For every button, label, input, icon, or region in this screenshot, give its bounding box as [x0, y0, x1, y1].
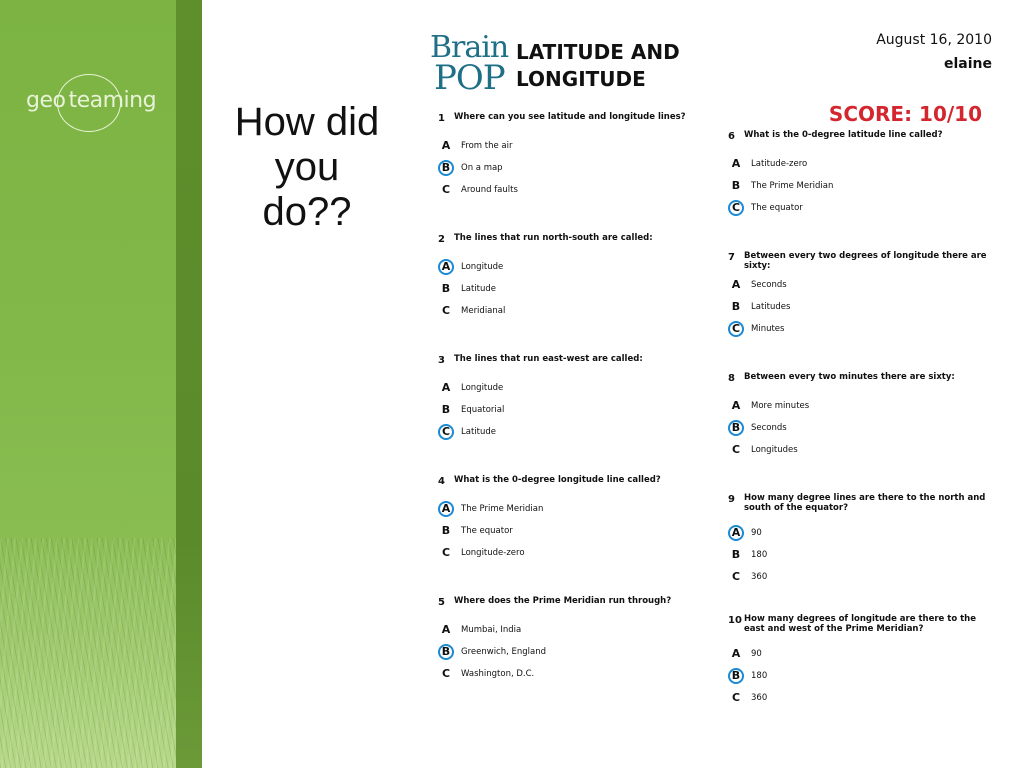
quiz-score: SCORE: 10/10	[828, 102, 982, 126]
answer-text: Longitudes	[751, 445, 798, 455]
selected-answer-letter: A	[728, 525, 744, 541]
answer-text: Seconds	[751, 423, 787, 433]
answer-letter: A	[731, 399, 741, 412]
answer-option-a	[438, 257, 698, 279]
dark-green-stripe	[176, 0, 202, 768]
answer-text: The equator	[461, 526, 513, 536]
brand-line-2: POP	[434, 58, 505, 98]
answer-text: 90	[751, 649, 762, 659]
slide-heading	[214, 100, 400, 235]
question-9	[728, 493, 988, 589]
brand-line-1: Brain	[430, 30, 509, 65]
question-number: 4	[438, 476, 445, 487]
question-header	[728, 493, 988, 523]
answer-letter: B	[731, 548, 741, 561]
question-text: Between every two minutes there are sixty:	[744, 372, 955, 382]
answer-option-c	[438, 301, 698, 323]
question-number: 9	[728, 494, 735, 505]
answer-letter: A	[731, 647, 741, 660]
selected-answer-letter: B	[438, 160, 454, 176]
answer-option-a	[438, 499, 698, 521]
question-header	[438, 112, 698, 136]
answer-text: Longitude-zero	[461, 548, 525, 558]
title-line-1: LATITUDE AND	[516, 40, 680, 64]
answer-letter: C	[441, 183, 451, 196]
selected-answer-letter: A	[438, 259, 454, 275]
answer-option-b	[438, 521, 698, 543]
question-header	[728, 614, 988, 644]
answer-option-c	[728, 440, 988, 462]
answer-option-b	[438, 400, 698, 422]
answer-option-a	[728, 154, 988, 176]
question-header	[728, 251, 988, 275]
question-text: Where can you see latitude and longitude lines?	[454, 112, 686, 122]
question-number: 2	[438, 234, 445, 245]
selected-answer-letter: B	[728, 420, 744, 436]
answer-text: Longitude	[461, 262, 504, 272]
answer-option-a	[438, 136, 698, 158]
answer-text: More minutes	[751, 401, 810, 411]
answer-option-b	[728, 666, 988, 688]
selected-answer-letter: A	[438, 501, 454, 517]
answer-option-c	[728, 198, 988, 220]
answer-text: 360	[751, 572, 768, 582]
answer-option-b	[728, 545, 988, 567]
answer-text: Equatorial	[461, 405, 505, 415]
question-header	[438, 596, 698, 620]
selected-answer-letter: C	[728, 321, 744, 337]
question-header	[438, 475, 698, 499]
answer-text: Greenwich, England	[461, 647, 547, 657]
answer-letter: C	[441, 546, 451, 559]
brainpop-logo	[430, 30, 510, 96]
selected-answer-letter: C	[438, 424, 454, 440]
question-header	[438, 354, 698, 378]
question-8	[728, 372, 988, 462]
answer-option-c	[728, 688, 988, 710]
question-6	[728, 130, 988, 220]
logo-text-right: teaming	[68, 87, 157, 113]
question-3	[438, 354, 698, 444]
selected-answer-letter: B	[728, 668, 744, 684]
question-number: 6	[728, 131, 735, 142]
answer-letter: B	[731, 300, 741, 313]
answer-option-a	[438, 378, 698, 400]
student-name: elaine	[943, 56, 992, 72]
answer-letter: A	[441, 623, 451, 636]
question-text: What is the 0-degree longitude line called?	[454, 475, 661, 485]
answer-letter: A	[731, 157, 741, 170]
question-header	[438, 233, 698, 257]
answer-text: The Prime Meridian	[461, 504, 544, 514]
answer-text: 180	[751, 550, 768, 560]
answer-letter: A	[441, 139, 451, 152]
answer-text: The equator	[751, 203, 803, 213]
question-number: 3	[438, 355, 445, 366]
quiz-date: August 16, 2010	[876, 32, 992, 48]
question-number: 5	[438, 597, 445, 608]
heading-line-3: do??	[262, 190, 352, 234]
heading-line-1: How did	[234, 100, 380, 144]
answer-option-a	[728, 275, 988, 297]
answer-letter: C	[441, 667, 451, 680]
answer-letter: A	[731, 278, 741, 291]
answer-text: Around faults	[461, 185, 518, 195]
question-number: 1	[438, 113, 445, 124]
question-4	[438, 475, 698, 565]
answer-option-c	[438, 664, 698, 686]
answer-letter: A	[441, 381, 451, 394]
answer-text: 360	[751, 693, 768, 703]
answer-option-a	[728, 644, 988, 666]
logo-ring	[65, 88, 159, 113]
answer-text: 90	[751, 528, 762, 538]
quiz-title	[516, 39, 680, 93]
answer-option-a	[438, 620, 698, 642]
answer-option-c	[438, 543, 698, 565]
question-number: 8	[728, 373, 735, 384]
answer-option-b	[728, 297, 988, 319]
question-10	[728, 614, 988, 710]
answer-text: Meridianal	[461, 306, 506, 316]
selected-answer-letter: C	[728, 200, 744, 216]
answer-letter: B	[441, 524, 451, 537]
answer-text: Latitude	[461, 427, 496, 437]
answer-text: Latitudes	[751, 302, 791, 312]
question-text: What is the 0-degree latitude line called?	[744, 130, 943, 140]
answer-text: The Prime Meridian	[751, 181, 834, 191]
question-text: Where does the Prime Meridian run through?	[454, 596, 672, 606]
answer-option-a	[728, 523, 988, 545]
question-2	[438, 233, 698, 323]
answer-letter: B	[441, 403, 451, 416]
answer-letter: B	[731, 179, 741, 192]
title-line-2: LONGITUDE	[516, 67, 646, 91]
answer-text: Latitude-zero	[751, 159, 808, 169]
answer-text: On a map	[461, 163, 503, 173]
answer-option-b	[728, 176, 988, 198]
question-1	[438, 112, 698, 202]
question-text: The lines that run north-south are called:	[454, 233, 653, 243]
answer-option-c	[728, 319, 988, 341]
question-5	[438, 596, 698, 686]
geoteaming-logo	[26, 72, 159, 128]
logo-text-left: geo	[26, 87, 66, 113]
answer-text: Latitude	[461, 284, 496, 294]
question-7	[728, 251, 988, 341]
grass-decoration	[0, 538, 176, 768]
answer-letter: C	[731, 691, 741, 704]
question-text: The lines that run east-west are called:	[454, 354, 643, 364]
answer-option-c	[438, 180, 698, 202]
answer-text: Washington, D.C.	[461, 669, 535, 679]
question-text: How many degrees of longitude are there to the east and west of the Prime Meridian?	[744, 614, 976, 634]
answer-option-c	[438, 422, 698, 444]
answer-text: Mumbai, India	[461, 625, 522, 635]
question-number: 7	[728, 252, 735, 263]
logo-circle-icon	[57, 74, 121, 132]
answer-text: From the air	[461, 141, 513, 151]
answer-option-c	[728, 567, 988, 589]
answer-option-b	[438, 642, 698, 664]
answer-letter: C	[441, 304, 451, 317]
answer-letter: C	[731, 570, 741, 583]
question-header	[728, 130, 988, 154]
heading-line-2: you	[274, 145, 340, 189]
answer-text: Longitude	[461, 383, 504, 393]
answer-text: 180	[751, 671, 768, 681]
answer-text: Seconds	[751, 280, 787, 290]
question-text: How many degree lines are there to the north and south of the equator?	[744, 493, 986, 513]
answer-option-b	[438, 279, 698, 301]
answer-option-a	[728, 396, 988, 418]
question-number: 10	[728, 615, 742, 626]
answer-option-b	[438, 158, 698, 180]
selected-answer-letter: B	[438, 644, 454, 660]
answer-option-b	[728, 418, 988, 440]
answer-letter: C	[731, 443, 741, 456]
answer-letter: B	[441, 282, 451, 295]
question-header	[728, 372, 988, 396]
answer-text: Minutes	[751, 324, 785, 334]
question-text: Between every two degrees of longitude there are sixty:	[744, 251, 987, 271]
green-side-band	[0, 0, 176, 768]
